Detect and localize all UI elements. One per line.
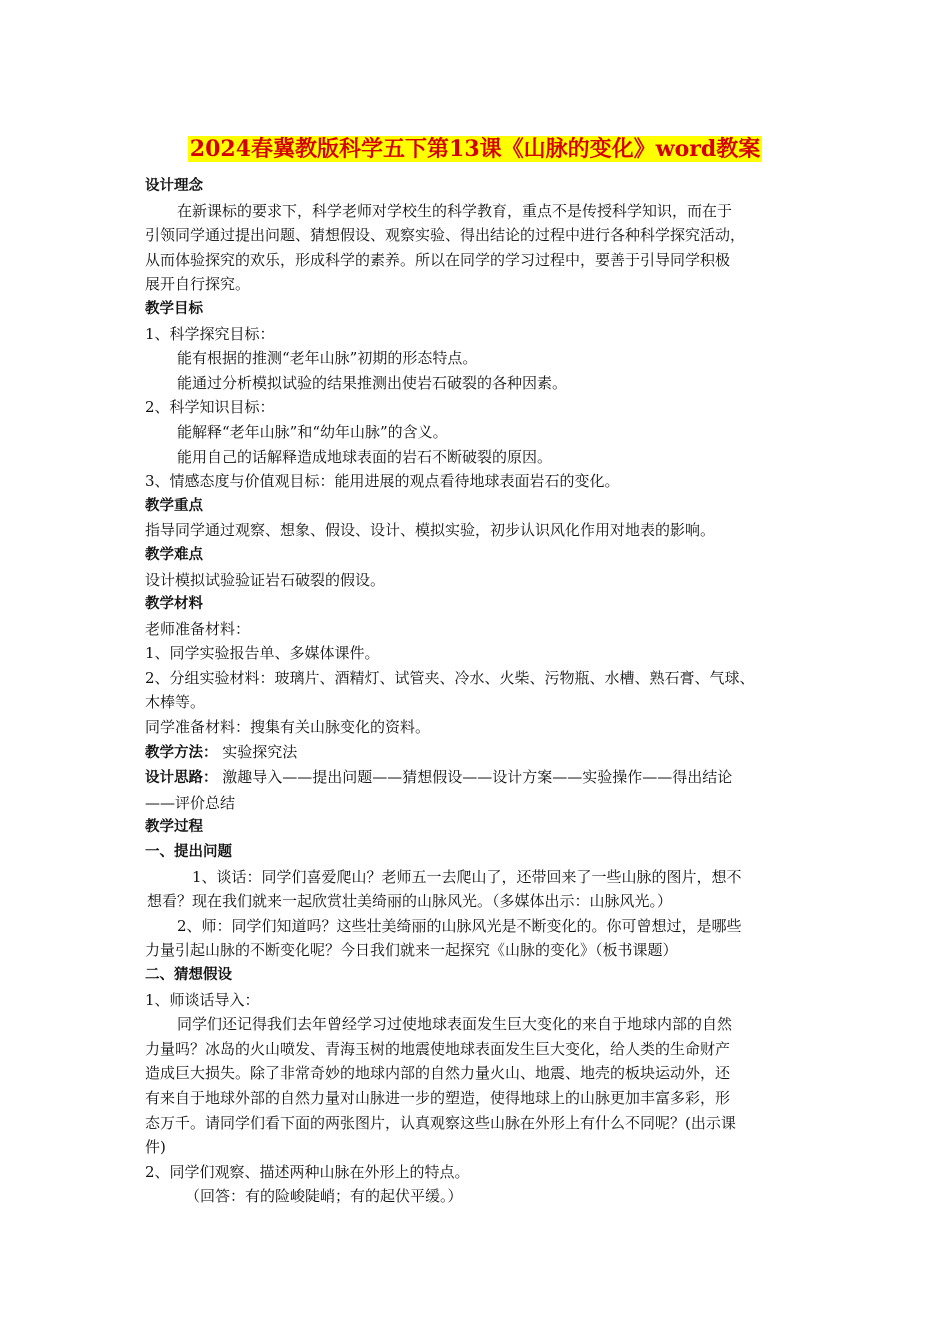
paragraph-line: 力量引起山脉的不断变化呢？今日我们就来一起探究《山脉的变化》（板书课题）: [145, 941, 678, 960]
paragraph-line: 1、谈话：同学们喜爱爬山？老师五一去爬山了，还带回来了一些山脉的图片，想不: [192, 867, 742, 886]
materials-item: 1、同学实验报告单、多媒体课件。: [145, 644, 380, 663]
heading-key-point: 教学重点: [145, 497, 203, 514]
paragraph-line: 件): [145, 1138, 166, 1157]
materials-item-cont: 木棒等。: [145, 693, 206, 712]
paragraph-line: 同学们还记得我们去年曾经学习过使地球表面发生巨大变化的来自于地球内部的自然: [177, 1015, 733, 1034]
heading-difficulty: 教学难点: [145, 546, 203, 563]
method-line: [145, 740, 825, 766]
paragraph-line: 力量吗？冰岛的火山喷发、青海玉树的地震使地球表面发生巨大变化，给人类的生命财产: [145, 1039, 731, 1058]
paragraph-line: 引领同学通过提出问题、猜想假设、观察实验、得出结论的过程中进行各种科学探究活动，: [145, 226, 746, 245]
paragraph-line: 2、师：同学们知道吗？这些壮美绮丽的山脉风光是不断变化的。你可曾想过，是哪些: [177, 916, 742, 935]
design-idea-cont: ——评价总结: [145, 793, 236, 812]
design-idea-label: 设计思路：: [145, 770, 218, 787]
heading-step-2: 二、猜想假设: [145, 967, 232, 983]
goal-subitem: 能用自己的话解释造成地球表面的岩石不断破裂的原因。: [177, 447, 553, 466]
paragraph-line: 展开自行探究。: [145, 275, 251, 294]
goal-item: 1、科学探究目标：: [145, 324, 275, 343]
goal-subitem: 能有根据的推测“老年山脉”初期的形态特点。: [177, 349, 478, 368]
heading-step-1: 一、提出问题: [145, 844, 232, 861]
document-title: 2024春冀教版科学五下第13课《山脉的变化》word教案: [189, 136, 761, 162]
design-idea-text: 激趣导入——提出问题——猜想假设——设计方案——实验操作——得出结论: [217, 768, 733, 787]
method-text: 实验探究法: [217, 742, 298, 761]
materials-student: 同学准备材料：搜集有关山脉变化的资料。: [145, 718, 431, 737]
design-idea-line: [145, 765, 825, 791]
materials-item: 2、分组实验材料：玻璃片、酒精灯、试管夹、冷水、火柴、污物瓶、水槽、熟石膏、气球、: [145, 668, 755, 687]
difficulty-text: 设计模拟试验验证岩石破裂的假设。: [145, 570, 386, 589]
goal-item: 2、科学知识目标：: [145, 398, 275, 417]
paragraph-line: 1、师谈话导入：: [145, 990, 260, 1009]
paragraph-line: 在新课标的要求下，科学老师对学校生的科学教育，重点不是传授科学知识，而在于: [177, 201, 733, 220]
paragraph-line: （回答：有的险峻陡峭；有的起伏平缓。）: [185, 1187, 463, 1206]
goal-item: 3、情感态度与价值观目标：能用进展的观点看待地球表面岩石的变化。: [145, 472, 620, 491]
heading-process: 教学过程: [145, 819, 203, 836]
heading-materials: 教学材料: [145, 596, 203, 613]
paragraph-line: 有来自于地球外部的自然力量对山脉进一步的塑造，使得地球上的山脉更加丰富多彩，形: [145, 1088, 731, 1107]
method-label: 教学方法：: [145, 744, 218, 761]
paragraph-line: 态万千。请同学们看下面的两张图片，认真观察这些山脉在外形上有什么不同呢？(出示课: [145, 1113, 736, 1132]
document-title-wrapper: [0, 134, 950, 164]
heading-goals: 教学目标: [145, 300, 203, 317]
paragraph-line: 从而体验探究的欢乐，形成科学的素养。所以在同学的学习过程中，要善于引导同学积极: [145, 250, 731, 269]
heading-design-concept: 设计理念: [145, 178, 203, 194]
key-point-text: 指导同学通过观察、想象、假设、设计、模拟实验，初步认识风化作用对地表的影响。: [145, 521, 716, 540]
document-body: [145, 174, 825, 1209]
paragraph-line: 2、同学们观察、描述两种山脉在外形上的特点。: [145, 1162, 470, 1181]
paragraph-line: 造成巨大损失。除了非常奇妙的地球内部的自然力量火山、地震、地壳的板块运动外，还: [145, 1064, 731, 1083]
goal-subitem: 能解释“老年山脉”和“幼年山脉”的含义。: [177, 422, 448, 441]
materials-teacher: 老师准备材料：: [145, 619, 251, 638]
paragraph-line: 想看？现在我们就来一起欣赏壮美绮丽的山脉风光。（多媒体出示：山脉风光。）: [147, 892, 673, 911]
goal-subitem: 能通过分析模拟试验的结果推测出使岩石破裂的各种因素。: [177, 373, 568, 392]
